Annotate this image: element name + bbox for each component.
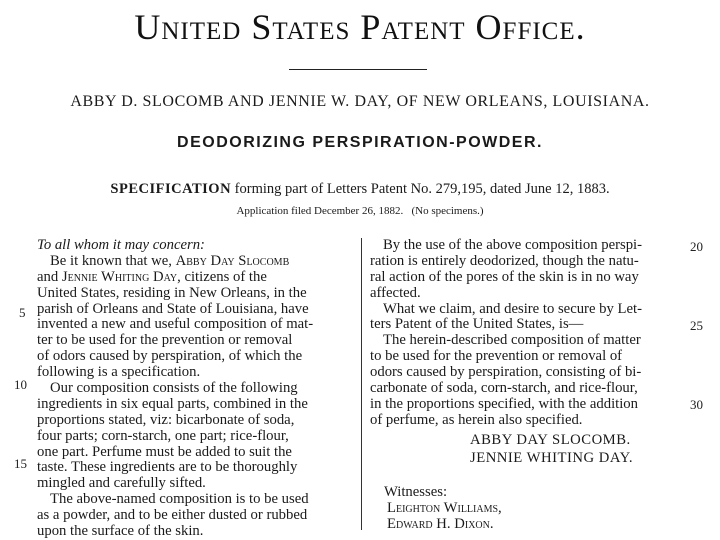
text-line: Be it known that we, Abby Day Slocomb	[50, 252, 290, 269]
right-column	[370, 238, 684, 429]
column-divider	[361, 238, 362, 530]
text-line: as a powder, and to be either dusted or rubbed	[37, 507, 308, 524]
text-line: affected.	[370, 284, 421, 301]
text-line: four parts; corn-starch, one part; rice-flour,	[37, 427, 289, 444]
inventor-name: Jennie Whiting Day	[61, 268, 178, 285]
text-line: upon the surface of the skin.	[37, 523, 204, 540]
text-line: odors caused by perspiration, consisting of bi-	[370, 364, 642, 381]
line-number-10: 10	[14, 377, 27, 392]
witnesses-label: Witnesses:	[384, 484, 448, 500]
text-line: ral action of the pores of the skin is in no way	[370, 268, 639, 285]
text-line: ration is entirely deodorized, though the natu-	[370, 252, 639, 269]
text-line: United States, residing in New Orleans, in the	[37, 284, 307, 301]
line-number-15: 15	[14, 456, 27, 471]
application-line: Application filed December 26, 1882. (No specimens.)	[236, 205, 484, 217]
text-line: mingled and carefully sifted.	[37, 475, 206, 492]
salutation: To all whom it may concern:	[37, 237, 205, 253]
line-number-30: 30	[690, 397, 703, 412]
text-line: of odors caused by perspiration, of which the	[37, 348, 303, 365]
text-line: to be used for the prevention or removal of	[370, 348, 623, 365]
text-line: By the use of the above composition perspi-	[383, 237, 643, 253]
left-column	[37, 238, 355, 540]
text-line: What we claim, and desire to secure by Let-	[383, 300, 642, 317]
text-line: carbonate of soda, corn-starch, and rice-flour,	[370, 380, 638, 397]
line-number-25: 25	[690, 318, 703, 333]
text-line: one part. Perfume must be added to suit the	[37, 443, 292, 460]
text-line: ingredients in six equal parts, combined in the	[37, 395, 308, 412]
text-line: invented a new and useful composition of mat-	[37, 316, 314, 333]
witness-leighton: Leighton Williams,	[387, 500, 502, 516]
office-title: United States Patent Office.	[134, 7, 586, 47]
inventor-name: Abby Day Slocomb	[175, 252, 290, 269]
text-line: following is a specification.	[37, 364, 201, 381]
text-line: ters Patent of the United States, is—	[370, 316, 584, 333]
text-line: proportions stated, viz: bicarbonate of soda,	[37, 411, 295, 428]
specification-label: SPECIFICATION	[110, 181, 232, 197]
line-number-5: 5	[19, 305, 26, 320]
inventors-line: ABBY D. SLOCOMB AND JENNIE W. DAY, OF NEW ORLEANS, LOUISIANA.	[70, 93, 650, 110]
title-divider	[289, 69, 427, 70]
text-line: in the proportions specified, with the addition	[370, 395, 638, 412]
text-line: ter to be used for the prevention or removal	[37, 332, 293, 349]
line-number-20: 20	[690, 239, 703, 254]
text-line: parish of Orleans and State of Louisiana, have	[37, 300, 309, 317]
signature-jennie: JENNIE WHITING DAY.	[470, 450, 634, 466]
text-line: of perfume, as herein also specified.	[370, 411, 583, 428]
signature-abby: ABBY DAY SLOCOMB.	[470, 432, 631, 448]
text-line: The herein-described composition of matter	[383, 332, 641, 349]
specification-text: forming part of Letters Patent No. 279,195, dated June 12, 1883.	[231, 181, 610, 197]
invention-title: DEODORIZING PERSPIRATION-POWDER.	[177, 134, 543, 151]
text-line: and Jennie Whiting Day, citizens of the	[37, 268, 267, 285]
text-line: The above-named composition is to be used	[50, 491, 309, 508]
text-line: taste. These ingredients are to be thoroughly	[37, 459, 298, 476]
specification-line	[0, 181, 720, 198]
text-line: Our composition consists of the following	[50, 380, 298, 397]
witness-edward: Edward H. Dixon.	[387, 516, 494, 532]
